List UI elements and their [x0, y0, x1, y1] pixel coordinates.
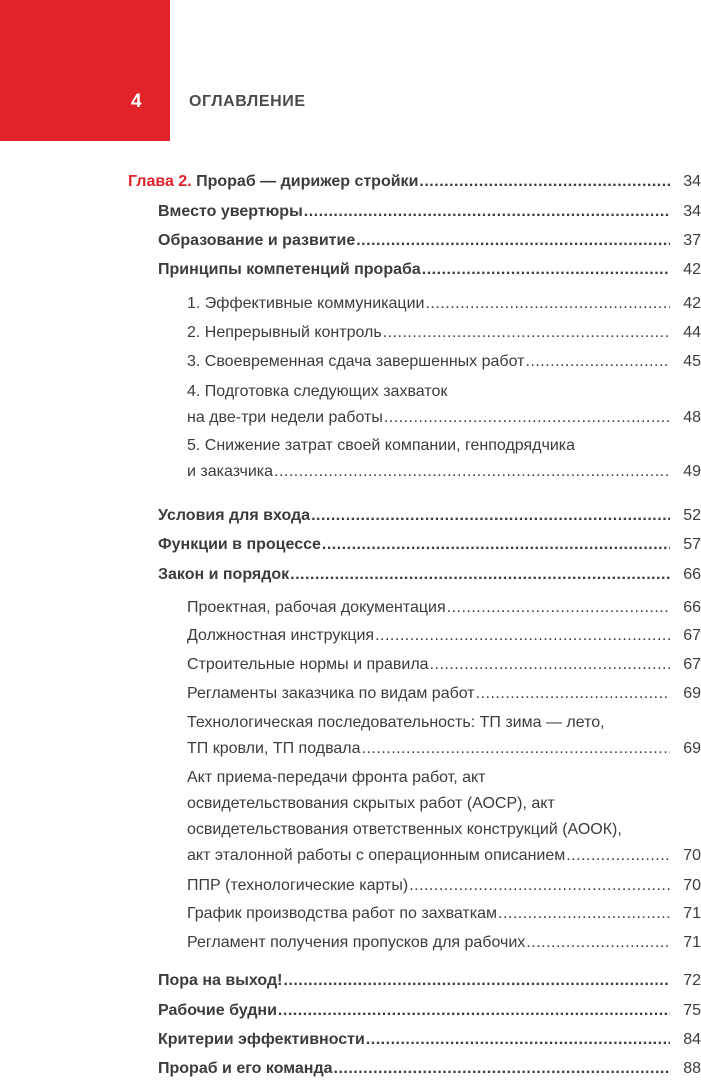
toc-page-number: 45 [683, 353, 701, 370]
toc-entry-title: ППР (технологические карты) [187, 877, 409, 894]
page-title: ОГЛАВЛЕНИЕ [189, 93, 306, 110]
dot-leader [334, 1056, 671, 1082]
dot-leader [419, 169, 670, 195]
dot-leader [422, 257, 670, 283]
toc-section-entry [158, 968, 701, 994]
toc-chapter-entry [128, 169, 701, 195]
toc-entry-title: на две-три недели работы [187, 409, 383, 426]
toc-page-number: 69 [683, 740, 701, 757]
toc-page-number: 52 [683, 507, 701, 524]
toc-entry-title: Прораб — дирижер стройки [196, 173, 419, 190]
toc-entry-title: 3. Своевременная сдача завершенных работ [187, 353, 525, 370]
toc-entry-title: 1. Эффективные коммуникации [187, 295, 425, 312]
toc-entry-title: Рабочие будни [158, 1002, 277, 1019]
dot-leader [384, 405, 670, 431]
toc-entry-title: ТП кровли, ТП подвала [187, 740, 361, 757]
dot-leader [366, 1027, 670, 1053]
toc-page-number: 75 [683, 1002, 701, 1019]
dot-leader [526, 930, 670, 956]
toc-entry-title: Образование и развитие [158, 232, 356, 249]
toc-page-number: 66 [683, 599, 701, 616]
toc-page-number: 37 [683, 232, 701, 249]
toc-page-number: 67 [683, 656, 701, 673]
toc-entry-title: Должностная инструкция [187, 627, 375, 644]
dot-leader [566, 843, 670, 869]
toc-page-number: 72 [683, 972, 701, 989]
toc-entry-title-line: освидетельствования скрытых работ (АОСР), акт [187, 795, 555, 812]
dot-leader [304, 199, 670, 225]
dot-leader [525, 349, 670, 375]
toc-section-entry [158, 199, 701, 225]
toc-subsection-entry [187, 623, 701, 649]
toc-section-entry [158, 532, 701, 558]
toc-section-entry [158, 257, 701, 283]
toc-subsection-entry [187, 379, 701, 431]
toc-page-number: 70 [683, 847, 701, 864]
toc-subsection-entry [187, 710, 701, 762]
toc-subsection-entry [187, 595, 701, 621]
dot-leader [425, 291, 670, 317]
toc-page-number: 34 [683, 173, 701, 190]
dot-leader [362, 736, 670, 762]
toc-section-entry [158, 998, 701, 1024]
toc-page-number: 57 [683, 536, 701, 553]
toc-subsection-entry [187, 873, 701, 899]
toc-entry-title: и заказчика [187, 463, 274, 480]
toc-entry-title: Регламент получения пропусков для рабочих [187, 934, 526, 951]
dot-leader [356, 228, 670, 254]
toc-subsection-entry [187, 291, 701, 317]
dot-leader [447, 595, 670, 621]
toc-entry-title: Прораб и его команда [158, 1060, 333, 1077]
toc-subsection-entry [187, 433, 701, 485]
toc-entry-title: Условия для входа [158, 507, 311, 524]
dot-leader [322, 532, 670, 558]
toc-entry-title-line: Акт приема-передачи фронта работ, акт [187, 769, 486, 786]
toc-subsection-entry [187, 681, 701, 707]
toc-page-number: 48 [683, 409, 701, 426]
toc-entry-title-line: 4. Подготовка следующих захваток [187, 383, 448, 400]
toc-subsection-entry [187, 930, 701, 956]
toc-page-number: 42 [683, 295, 701, 312]
toc-entry-title: Вместо увертюры [158, 203, 303, 220]
toc-entry-title-line: Технологическая последовательность: ТП зима — лето, [187, 714, 605, 731]
toc-subsection-entry [187, 765, 701, 869]
toc-page-number: 70 [683, 877, 701, 894]
dot-leader [274, 459, 670, 485]
toc-page-number: 84 [683, 1031, 701, 1048]
toc-page-number: 88 [683, 1060, 701, 1077]
page-number: 4 [131, 91, 142, 112]
dot-leader [383, 320, 670, 346]
toc-entry-title: акт эталонной работы с операционным описанием [187, 847, 566, 864]
toc-page-number: 49 [683, 463, 701, 480]
toc-page-number: 71 [683, 905, 701, 922]
toc-section-entry [158, 1056, 701, 1082]
toc-entry-title: Закон и порядок [158, 566, 290, 583]
toc-entry-title: Регламенты заказчика по видам работ [187, 685, 475, 702]
toc-entry-title-line: освидетельствования ответственных конструкций (АООК), [187, 821, 622, 838]
dot-leader [498, 901, 670, 927]
toc-entry-title: Пора на выход! [158, 972, 283, 989]
toc-section-entry [158, 228, 701, 254]
toc-section-entry [158, 562, 701, 588]
dot-leader [476, 681, 670, 707]
toc-entry-title: График производства работ по захваткам [187, 905, 498, 922]
toc-page-number: 71 [683, 934, 701, 951]
toc-entry-title: 2. Непрерывный контроль [187, 324, 382, 341]
toc-entry-title-line: 5. Снижение затрат своей компании, генподрядчика [187, 437, 576, 454]
dot-leader [311, 503, 670, 529]
dot-leader [375, 623, 670, 649]
toc-subsection-entry [187, 901, 701, 927]
dot-leader [430, 652, 670, 678]
dot-leader [278, 998, 670, 1024]
chapter-label: Глава 2. [128, 173, 197, 190]
toc-section-entry [158, 1027, 701, 1053]
toc-subsection-entry [187, 652, 701, 678]
toc-page-number: 44 [683, 324, 701, 341]
toc-page-number: 67 [683, 627, 701, 644]
dot-leader [290, 562, 670, 588]
toc-page-number: 66 [683, 566, 701, 583]
dot-leader [283, 968, 670, 994]
toc-entry-title: Проектная, рабочая документация [187, 599, 446, 616]
toc-page-number: 69 [683, 685, 701, 702]
dot-leader [409, 873, 670, 899]
toc-entry-title: Критерии эффективности [158, 1031, 365, 1048]
toc-section-entry [158, 503, 701, 529]
toc-entry-title: Принципы компетенций прораба [158, 261, 421, 278]
toc-subsection-entry [187, 349, 701, 375]
toc-entry-title: Строительные нормы и правила [187, 656, 429, 673]
toc-subsection-entry [187, 320, 701, 346]
toc-page-number: 42 [683, 261, 701, 278]
toc-entry-title: Функции в процессе [158, 536, 321, 553]
toc-page-number: 34 [683, 203, 701, 220]
